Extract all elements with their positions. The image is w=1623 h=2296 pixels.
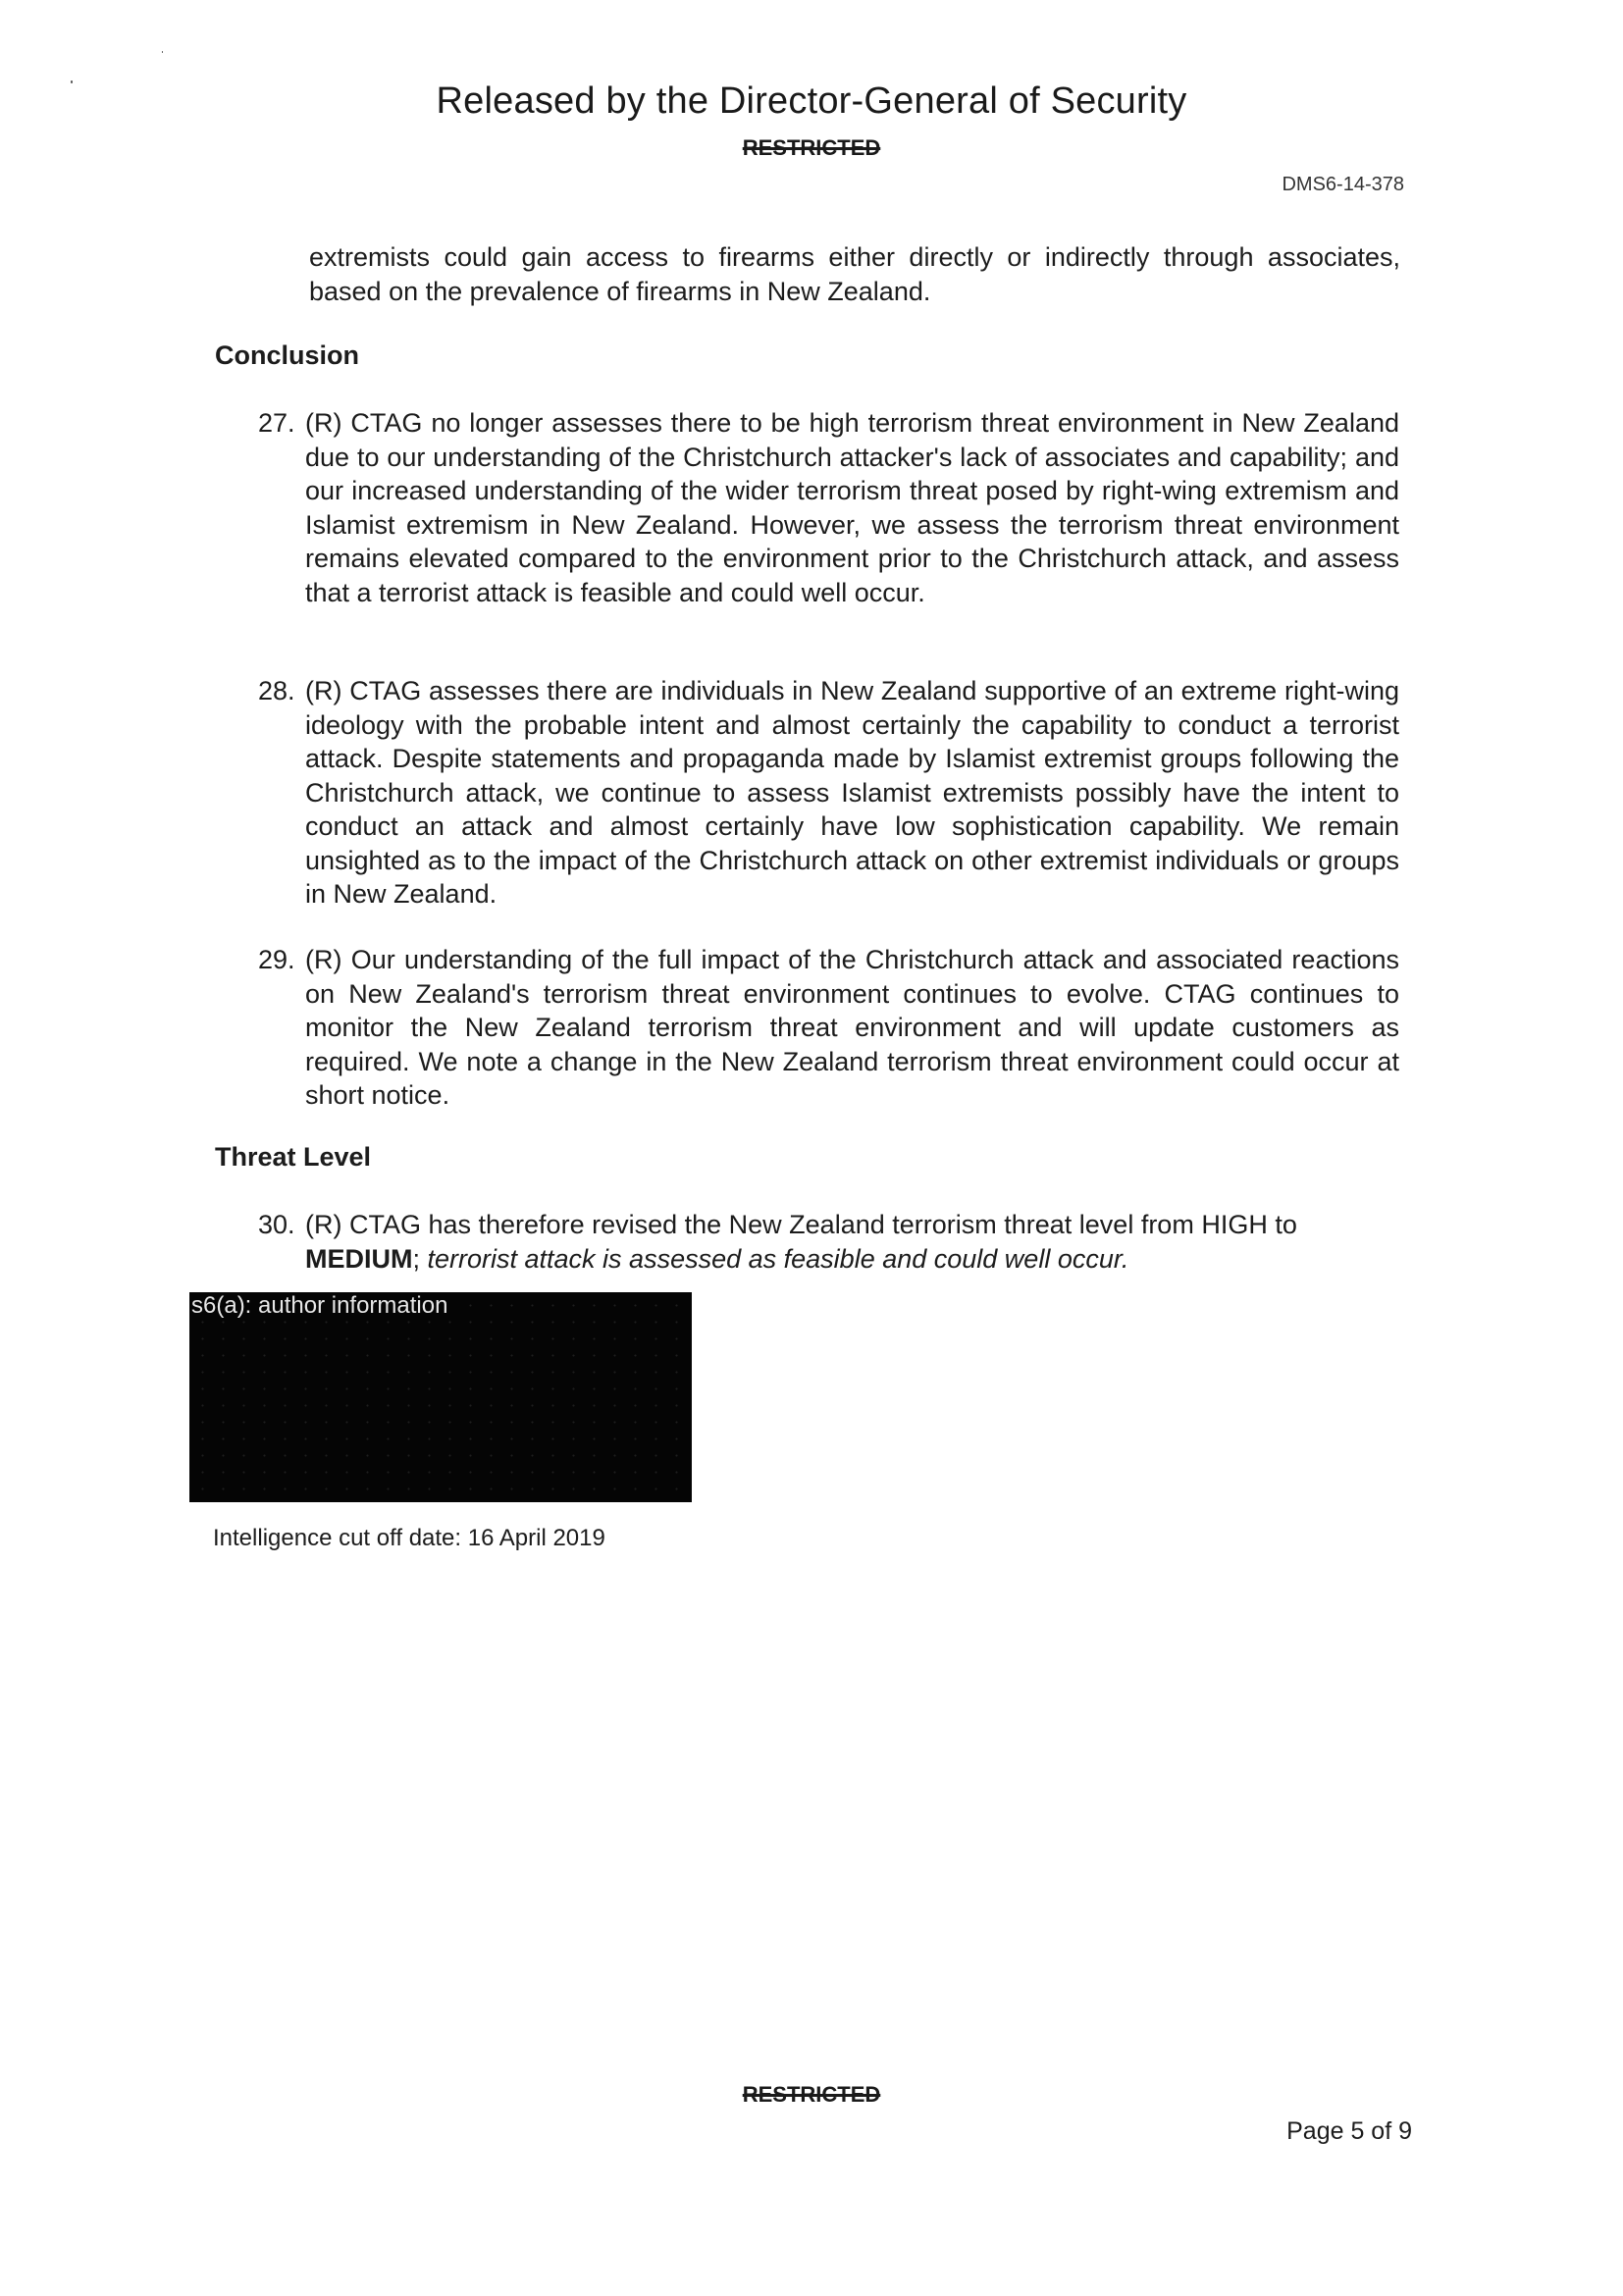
paragraph-text: (R) Our understanding of the full impact of the Christchurch attack and associated reactions on New Zealand's terrorism threat environment continues to evolve. CTAG continues to monitor the New Zealand terrorism threat environment and will update customers as required. We note a change in the New Zealand terrorism threat environment could occur at short notice. [305,945,1399,1110]
redaction-label: s6(a): author information [191,1292,451,1320]
paragraph-text: (R) CTAG assesses there are individuals in New Zealand supportive of an extreme right-wing ideology with the probable intent and almost certainly the capability to conduct a terrorist attack. Despite statements and propaganda made by Islamist extremist groups following the Christchurch attack, we continue to assess Islamist extremists possibly have the intent to conduct an attack and almost certainly have low sophistication capability. We remain unsighted as to the impact of the Christchurch attack on other extremist individuals or groups in New Zealand. [305,676,1399,909]
threat-level-separator: ; [412,1243,428,1274]
classification-text: RESTRICTED [742,2082,881,2107]
paragraph-number: 28. [258,676,295,705]
redaction-block [189,1292,692,1502]
threat-level-description: terrorist attack is assessed as feasible and could well occur. [427,1243,1129,1274]
paragraph-number: 29. [258,945,295,974]
classification-marking-top [0,135,1623,155]
paragraph-number: 30. [258,1210,295,1239]
paragraph-text [305,1208,1399,1276]
release-notice: Released by the Director-General of Security [436,80,1187,122]
paragraph-text: (R) CTAG no longer assesses there to be high terrorism threat environment in New Zealand due to our understanding of the Christchurch attacker's lack of associates and capability; and our increased understanding of the wider terrorism threat posed by right-wing extremism and Islamist extremism in New Zealand. However, we assess the terrorism threat environment remains elevated compared to the environment prior to the Christchurch attack, and assess that a terrorist attack is feasible and could well occur. [305,408,1399,607]
classification-text: RESTRICTED [742,135,881,155]
paragraph-30 [258,1208,1399,1276]
paragraph-28 [258,674,1399,912]
section-heading-conclusion: Conclusion [215,340,359,370]
page-number: Page 5 of 9 [1286,2117,1412,2145]
section-heading-threat-level: Threat Level [215,1142,372,1172]
paragraph-number: 27. [258,408,295,438]
intelligence-cutoff-date: Intelligence cut off date: 16 April 2019 [213,1525,605,1551]
classification-marking-bottom [0,2082,1623,2108]
scan-speck [162,51,163,53]
threat-level-text: (R) CTAG has therefore revised the New Zealand terrorism threat level from HIGH to [305,1210,1297,1239]
paragraph-29 [258,943,1399,1113]
continued-paragraph: extremists could gain access to firearms either directly or indirectly through associates, based on the prevalence of firearms in New Zealand. [309,242,1400,306]
document-reference: DMS6-14-378 [1282,174,1404,195]
threat-level-value: MEDIUM [305,1243,413,1274]
paragraph-27 [258,406,1399,609]
